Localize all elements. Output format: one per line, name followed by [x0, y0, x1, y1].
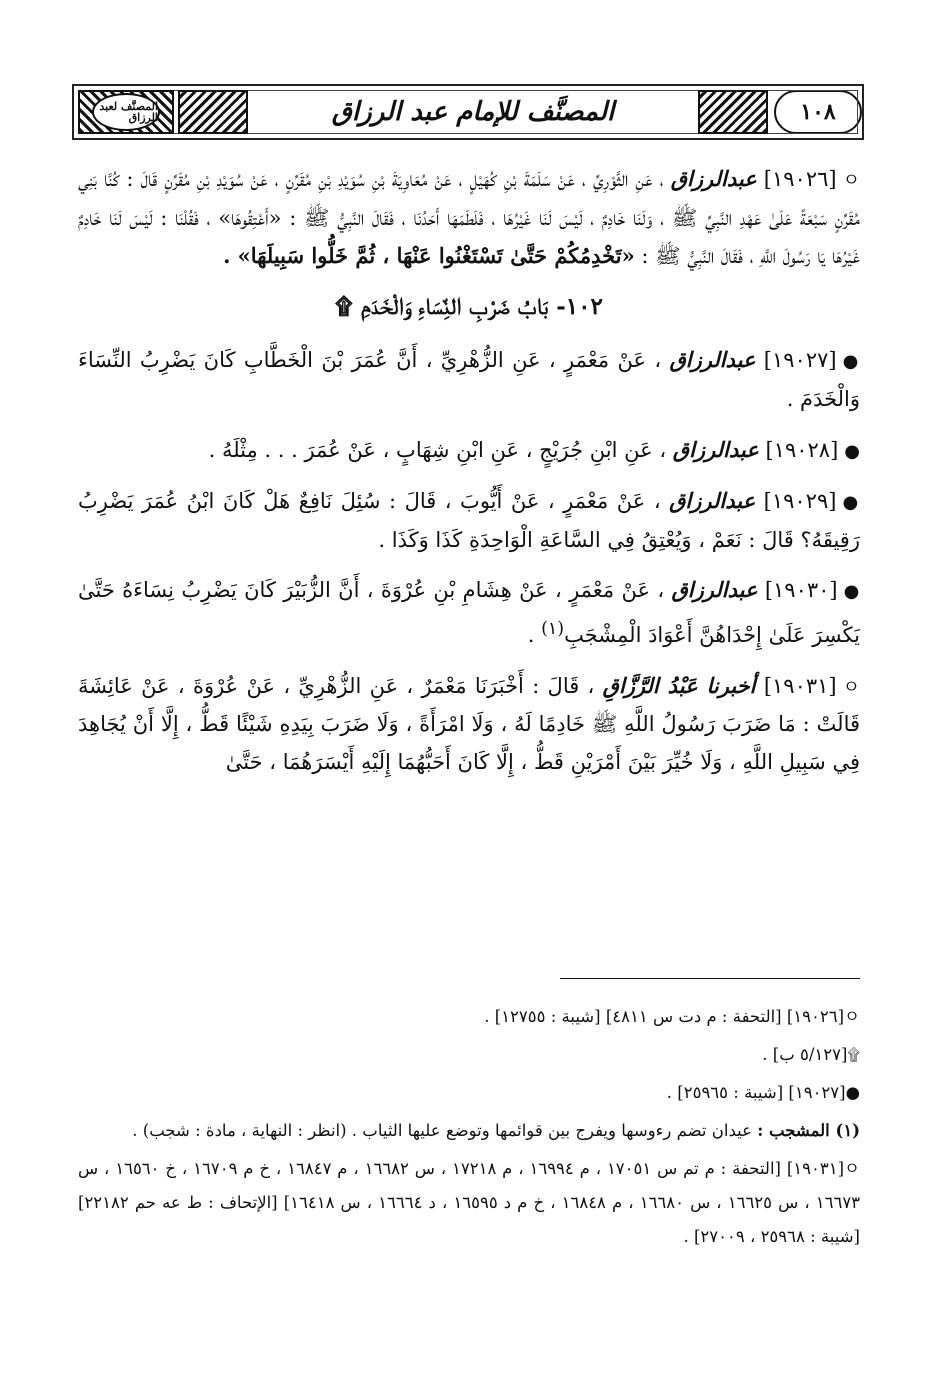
footnote-reference[interactable]: (١)	[541, 618, 565, 639]
footnote-1	[78, 1114, 860, 1148]
page-number: ١٠٨	[774, 90, 862, 134]
entry-text: ، عَنْ مَعْمَرٍ ، عَنْ أَيُّوبَ ، قَالَ : سُئِلَ نَافِعٌ هَلْ كَانَ ابْنُ عُمَرَ يَضْرِبُ رَقِيقَهُ؟ قَالَ : نَعَمْ ، وَيُعْتِقُ فِي السَّاعَةِ الْوَاحِدَةِ كَذَا وَكَذَا .	[78, 489, 860, 552]
page-header	[72, 84, 864, 140]
entry-marker: ●	[843, 581, 860, 603]
header-left-group	[74, 90, 248, 134]
entry-number: [١٩٠٣٠]	[764, 578, 838, 603]
entry-text: ، عَنْ مَعْمَرٍ ، عَنْ هِشَامِ بْنِ عُرْوَةَ ، أَنَّ الزُّبَيْرَ كَانَ يَضْرِبُ نِسَاءَهُ حَتَّىٰ يَكْسِرَ عَلَىٰ إِحْدَاهُنَّ أَعْوَادَ الْمِشْجَبِ	[78, 578, 860, 647]
running-title: المصنَّف للإمام عبد الرزاق	[331, 97, 615, 127]
footnote-19031: ㅇ[١٩٠٣١] [التحفة : م تم س ١٧٠٥١ ، م ١٦٩٩٤ ، م ١٧٢١٨ ، س ١٦٦٨٢ ، م ١٦٨٤٧ ، خ م ١٦٧٠٩ ، خ ١٦٥٦٠ ، س ١٦٦٧٣ ، س ١٦٦٢٥ ، س ١٦٦٨٠ ، م ١٦٨٤٨ ، خ م د ١٦٥٩٥ ، د ١٦٦٦٤ ، س ١٦٤١٨] [الإتحاف : ط عه حم ٢٢١٨٢] [شيبة : ٢٥٩٦٨ ، ٢٧٠٠٩] .	[78, 1159, 861, 1246]
footnote-page-ref: ۩[٥/١٢٧ ب] .	[762, 1045, 860, 1064]
entry-text: ، عَنِ الثَّوْرِيِّ ، عَنْ سَلَمَةَ بْنِ كُهَيْلٍ ، عَنْ مُعَاوِيَةَ بْنِ سُوَيْدِ بْنِ مُقَرِّنٍ ، عَنْ سُوَيْدِ بْنِ مُقَرِّنٍ قَالَ : كُنَّا بَنِي مُقَرِّنٍ سَبْعَةً عَلَىٰ عَهْدِ النَّبِيِّ ﷺ ، وَلَنَا خَادِمٌ ، لَيْسَ لَنَا غَيْرُهَا ، فَلَطَمَهَا أَحَدُنَا ، فَقَالَ النَّبِيُّ ﷺ : «أَعْتِقُوهَا» ، فَقُلْنَا : لَيْسَ لَنَا خَادِمٌ غَيْرُهَا يَا رَسُولَ اللَّهِ ، فَقَالَ النَّبِيُّ ﷺ :	[78, 167, 860, 269]
footnotes	[78, 1000, 860, 1258]
entry-19029	[78, 482, 860, 559]
entry-marker: ㅇ	[842, 676, 861, 698]
footnote-text: عيدان تضم رءوسها ويفرج بين قوائمها وتوضع عليها الثياب . (انظر : النهاية ، مادة : شجب) .	[132, 1121, 758, 1140]
narrator: عبدالرزاق	[670, 166, 757, 191]
footnote-divider	[560, 978, 860, 979]
entry-text: ، عَنِ ابْنِ جُرَيْجٍ ، عَنِ ابْنِ شِهَابٍ ، عَنْ عُمَرَ . . . مِثْلَهُ .	[208, 437, 667, 462]
footnote-19026: ㅇ[١٩٠٢٦] [التحفة : م دت س ٤٨١١] [شيبة : ١٢٧٥٥] .	[484, 1007, 860, 1026]
entry-number: [١٩٠٢٧]	[763, 348, 837, 373]
entry-tail: .	[527, 622, 542, 647]
main-text	[78, 160, 860, 793]
emblem-medallion: المصنَّف لعبد الرزاق	[92, 93, 160, 131]
entry-19028	[78, 431, 860, 471]
ornament-right-pattern	[698, 90, 768, 134]
entry-marker: ●	[842, 351, 860, 373]
entry-text: ، عَنْ مَعْمَرٍ ، عَنِ الزُّهْرِيِّ ، أَنَّ عُمَرَ بْنَ الْخَطَّابِ كَانَ يَضْرِبُ النِّسَاءَ وَالْخَدَمَ .	[78, 348, 860, 411]
footnote-19027: ●[١٩٠٢٧] [شيبة : ٢٥٩٦٥] .	[666, 1083, 860, 1102]
entry-number: [١٩٠٢٦]	[763, 167, 837, 191]
entry-text: ، قَالَ : أَخْبَرَنَا مَعْمَرٌ ، عَنِ الزُّهْرِيِّ ، عَنْ عُرْوَةَ ، عَنْ عَائِشَةَ قَالَتْ : مَا ضَرَبَ رَسُولُ اللَّهِ ﷺ خَادِمًا لَهُ ، وَلَا امْرَأَةً ، وَلَا ضَرَبَ بِيَدِهِ شَيْئًا قَطُّ ، إِلَّا أَنْ يُجَاهِدَ فِي سَبِيلِ اللَّهِ ، وَلَا خُيِّرَ بَيْنَ أَمْرَيْنِ قَطُّ ، إِلَّا كَانَ أَحَبُّهُمَا إِلَيْهِ أَيْسَرَهُمَا ، حَتَّىٰ	[78, 673, 861, 774]
entry-number: [١٩٠٢٨]	[765, 437, 839, 462]
entry-marker: ㅇ	[842, 170, 860, 191]
entry-marker: ●	[842, 492, 860, 514]
narrator: أخبرنا عَبْدُ الرَّزَّاقِ	[602, 672, 756, 698]
ornament-emblem	[78, 90, 174, 134]
entry-19030	[78, 571, 860, 654]
narrator: عبدالرزاق	[672, 436, 759, 462]
footnote-label: (١) المشجب :	[757, 1121, 860, 1140]
narrator: عبدالرزاق	[669, 347, 756, 373]
hadith-quote: «تَخْدِمُكُمْ حَتَّىٰ تَسْتَغْنُوا عَنْهَا ، ثُمَّ خَلُّوا سَبِيلَهَا» .	[223, 243, 635, 269]
chapter-title: ١٠٢- بَابُ ضَرْبِ النِّسَاءِ وَالْخَدَمِ ۩	[335, 292, 603, 320]
entry-19026	[78, 160, 860, 276]
entry-number: [١٩٠٣١]	[763, 673, 837, 698]
entry-19027	[78, 341, 860, 418]
entry-marker: ●	[844, 440, 860, 462]
ornament-left-pattern	[178, 90, 248, 134]
entry-19031	[78, 667, 860, 782]
header-right-group	[698, 90, 862, 134]
narrator: عبدالرزاق	[669, 488, 756, 514]
narrator: عبدالرزاق	[671, 577, 758, 603]
entry-number: [١٩٠٢٩]	[763, 489, 837, 514]
